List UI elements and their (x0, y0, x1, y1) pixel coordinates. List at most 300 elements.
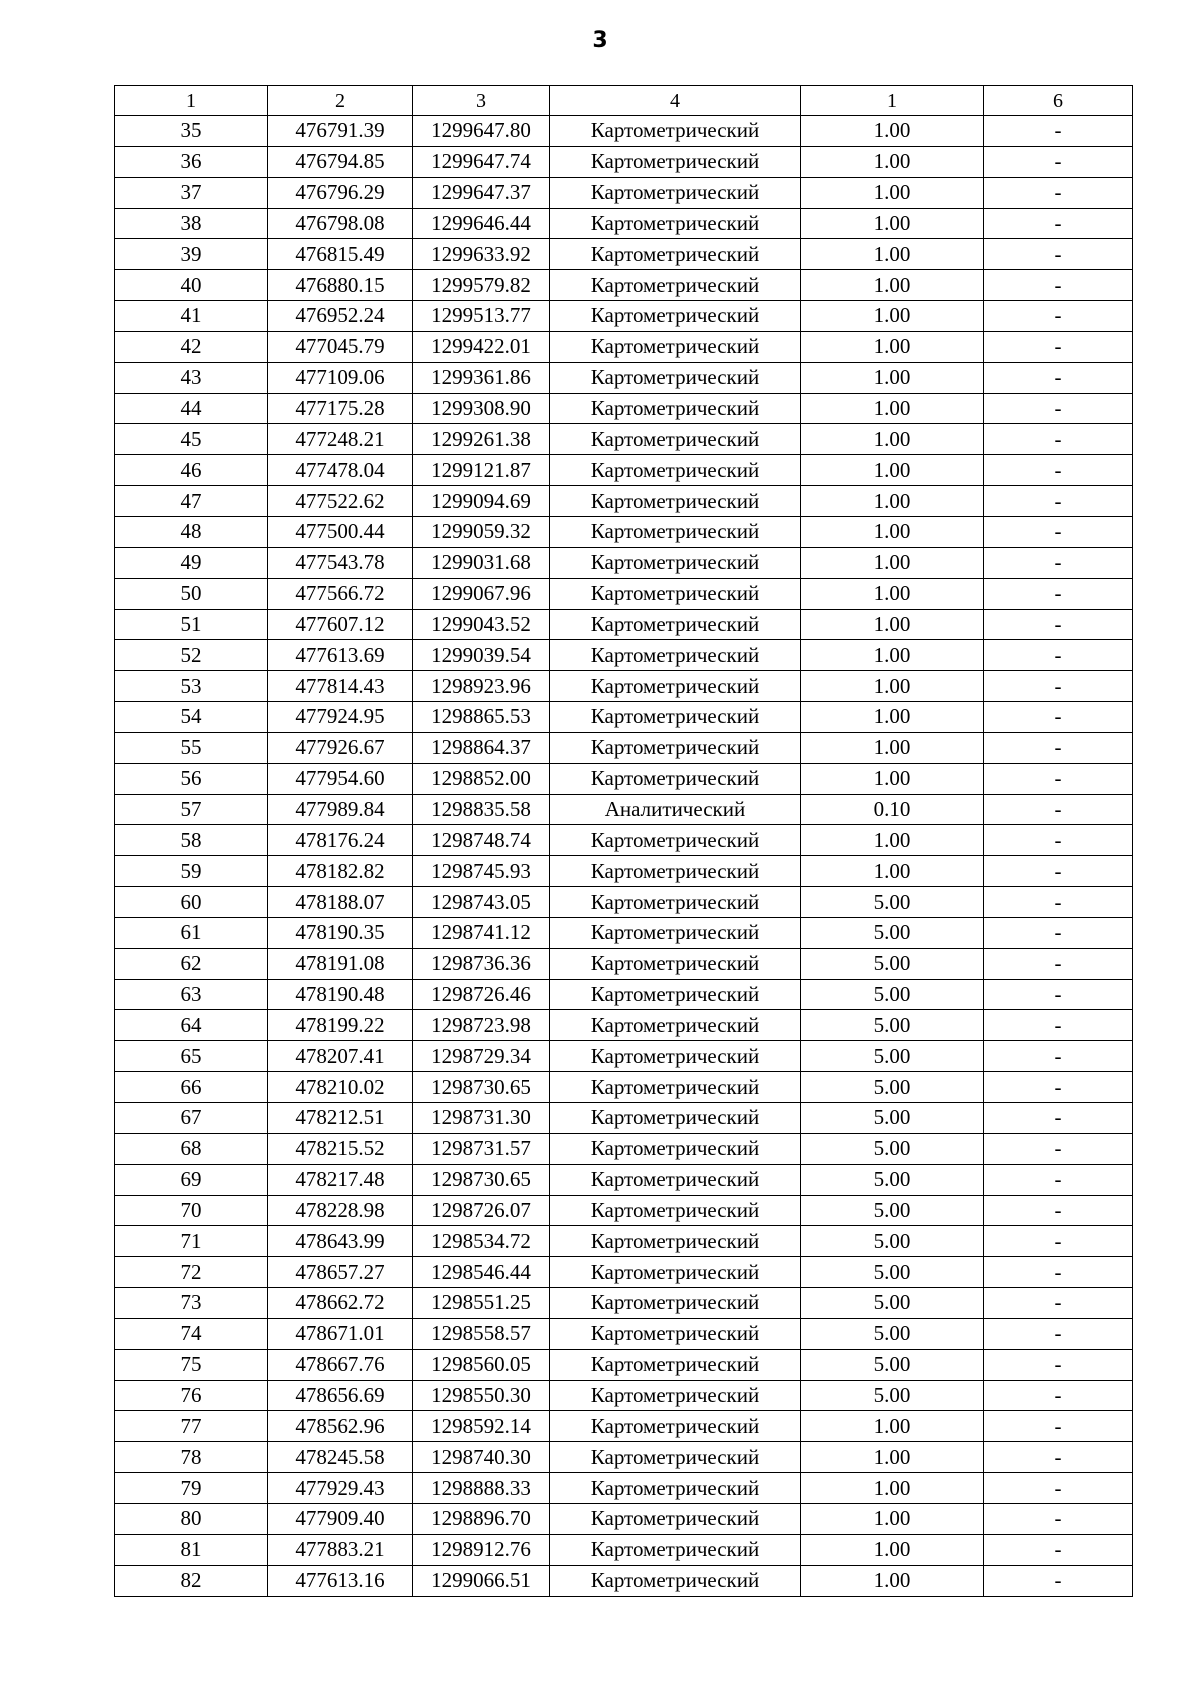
y-coordinate-cell: 1298740.30 (413, 1442, 550, 1473)
x-coordinate-cell: 477607.12 (268, 609, 413, 640)
method-cell: Аналитический (550, 794, 801, 825)
table-row (115, 177, 1133, 208)
x-coordinate-cell: 478190.48 (268, 979, 413, 1010)
header-cell: 4 (550, 86, 801, 116)
x-coordinate-cell: 478656.69 (268, 1380, 413, 1411)
accuracy-cell: 5.00 (801, 917, 984, 948)
description-cell: - (984, 455, 1133, 486)
x-coordinate-cell: 476794.85 (268, 146, 413, 177)
method-cell: Картометрический (550, 177, 801, 208)
x-coordinate-cell: 478176.24 (268, 825, 413, 856)
accuracy-cell: 1.00 (801, 208, 984, 239)
y-coordinate-cell: 1298923.96 (413, 671, 550, 702)
x-coordinate-cell: 477883.21 (268, 1534, 413, 1565)
method-cell: Картометрический (550, 948, 801, 979)
description-cell: - (984, 887, 1133, 918)
table-row (115, 1565, 1133, 1596)
description-cell: - (984, 270, 1133, 301)
description-cell: - (984, 331, 1133, 362)
description-cell: - (984, 1473, 1133, 1504)
method-cell: Картометрический (550, 1288, 801, 1319)
accuracy-cell: 1.00 (801, 177, 984, 208)
accuracy-cell: 1.00 (801, 640, 984, 671)
x-coordinate-cell: 477929.43 (268, 1473, 413, 1504)
description-cell: - (984, 1195, 1133, 1226)
table-row (115, 1133, 1133, 1164)
point-number-cell: 43 (115, 362, 268, 393)
x-coordinate-cell: 477814.43 (268, 671, 413, 702)
table-row (115, 331, 1133, 362)
description-cell: - (984, 1164, 1133, 1195)
point-number-cell: 59 (115, 856, 268, 887)
point-number-cell: 49 (115, 547, 268, 578)
method-cell: Картометрический (550, 208, 801, 239)
description-cell: - (984, 578, 1133, 609)
method-cell: Картометрический (550, 1195, 801, 1226)
x-coordinate-cell: 478657.27 (268, 1257, 413, 1288)
method-cell: Картометрический (550, 270, 801, 301)
point-number-cell: 74 (115, 1318, 268, 1349)
point-number-cell: 53 (115, 671, 268, 702)
accuracy-cell: 5.00 (801, 1072, 984, 1103)
header-cell: 1 (801, 86, 984, 116)
table-row (115, 1349, 1133, 1380)
x-coordinate-cell: 476791.39 (268, 116, 413, 147)
accuracy-cell: 5.00 (801, 1318, 984, 1349)
point-number-cell: 73 (115, 1288, 268, 1319)
accuracy-cell: 5.00 (801, 1349, 984, 1380)
point-number-cell: 72 (115, 1257, 268, 1288)
accuracy-cell: 1.00 (801, 1442, 984, 1473)
point-number-cell: 45 (115, 424, 268, 455)
description-cell: - (984, 1411, 1133, 1442)
table-row (115, 1411, 1133, 1442)
accuracy-cell: 1.00 (801, 393, 984, 424)
accuracy-cell: 1.00 (801, 270, 984, 301)
coordinates-table (114, 85, 1133, 1597)
method-cell: Картометрический (550, 393, 801, 424)
table-row (115, 1534, 1133, 1565)
accuracy-cell: 1.00 (801, 578, 984, 609)
y-coordinate-cell: 1298736.36 (413, 948, 550, 979)
accuracy-cell: 1.00 (801, 1503, 984, 1534)
y-coordinate-cell: 1299066.51 (413, 1565, 550, 1596)
y-coordinate-cell: 1298745.93 (413, 856, 550, 887)
x-coordinate-cell: 478245.58 (268, 1442, 413, 1473)
y-coordinate-cell: 1298748.74 (413, 825, 550, 856)
x-coordinate-cell: 478199.22 (268, 1010, 413, 1041)
x-coordinate-cell: 477522.62 (268, 486, 413, 517)
point-number-cell: 79 (115, 1473, 268, 1504)
description-cell: - (984, 301, 1133, 332)
description-cell: - (984, 1565, 1133, 1596)
description-cell: - (984, 516, 1133, 547)
table-row (115, 732, 1133, 763)
accuracy-cell: 1.00 (801, 424, 984, 455)
method-cell: Картометрический (550, 301, 801, 332)
table-row (115, 1288, 1133, 1319)
x-coordinate-cell: 477924.95 (268, 702, 413, 733)
accuracy-cell: 5.00 (801, 948, 984, 979)
method-cell: Картометрический (550, 1164, 801, 1195)
accuracy-cell: 5.00 (801, 1195, 984, 1226)
y-coordinate-cell: 1298726.46 (413, 979, 550, 1010)
x-coordinate-cell: 477566.72 (268, 578, 413, 609)
table-row (115, 825, 1133, 856)
table-row (115, 671, 1133, 702)
table-body (115, 116, 1133, 1597)
accuracy-cell: 1.00 (801, 547, 984, 578)
point-number-cell: 52 (115, 640, 268, 671)
description-cell: - (984, 1010, 1133, 1041)
method-cell: Картометрический (550, 486, 801, 517)
description-cell: - (984, 116, 1133, 147)
point-number-cell: 54 (115, 702, 268, 733)
point-number-cell: 62 (115, 948, 268, 979)
x-coordinate-cell: 478228.98 (268, 1195, 413, 1226)
x-coordinate-cell: 478562.96 (268, 1411, 413, 1442)
description-cell: - (984, 239, 1133, 270)
method-cell: Картометрический (550, 1226, 801, 1257)
x-coordinate-cell: 478662.72 (268, 1288, 413, 1319)
x-coordinate-cell: 478215.52 (268, 1133, 413, 1164)
x-coordinate-cell: 478207.41 (268, 1041, 413, 1072)
x-coordinate-cell: 478191.08 (268, 948, 413, 979)
table-row (115, 917, 1133, 948)
point-number-cell: 65 (115, 1041, 268, 1072)
accuracy-cell: 1.00 (801, 1473, 984, 1504)
table-header (115, 86, 1133, 116)
method-cell: Картометрический (550, 146, 801, 177)
y-coordinate-cell: 1299261.38 (413, 424, 550, 455)
table-row (115, 208, 1133, 239)
method-cell: Картометрический (550, 362, 801, 393)
x-coordinate-cell: 477954.60 (268, 763, 413, 794)
table-row (115, 609, 1133, 640)
table-row (115, 1226, 1133, 1257)
y-coordinate-cell: 1298730.65 (413, 1072, 550, 1103)
accuracy-cell: 1.00 (801, 856, 984, 887)
method-cell: Картометрический (550, 116, 801, 147)
table-row (115, 547, 1133, 578)
point-number-cell: 41 (115, 301, 268, 332)
description-cell: - (984, 671, 1133, 702)
description-cell: - (984, 1380, 1133, 1411)
y-coordinate-cell: 1298741.12 (413, 917, 550, 948)
y-coordinate-cell: 1299633.92 (413, 239, 550, 270)
y-coordinate-cell: 1298864.37 (413, 732, 550, 763)
y-coordinate-cell: 1298835.58 (413, 794, 550, 825)
x-coordinate-cell: 478210.02 (268, 1072, 413, 1103)
point-number-cell: 81 (115, 1534, 268, 1565)
accuracy-cell: 1.00 (801, 239, 984, 270)
method-cell: Картометрический (550, 1473, 801, 1504)
description-cell: - (984, 1257, 1133, 1288)
method-cell: Картометрический (550, 1133, 801, 1164)
point-number-cell: 71 (115, 1226, 268, 1257)
y-coordinate-cell: 1298743.05 (413, 887, 550, 918)
description-cell: - (984, 948, 1133, 979)
description-cell: - (984, 732, 1133, 763)
x-coordinate-cell: 478667.76 (268, 1349, 413, 1380)
x-coordinate-cell: 477248.21 (268, 424, 413, 455)
y-coordinate-cell: 1298896.70 (413, 1503, 550, 1534)
x-coordinate-cell: 476952.24 (268, 301, 413, 332)
method-cell: Картометрический (550, 609, 801, 640)
accuracy-cell: 1.00 (801, 825, 984, 856)
point-number-cell: 66 (115, 1072, 268, 1103)
y-coordinate-cell: 1298551.25 (413, 1288, 550, 1319)
y-coordinate-cell: 1298731.57 (413, 1133, 550, 1164)
point-number-cell: 75 (115, 1349, 268, 1380)
table-row (115, 763, 1133, 794)
description-cell: - (984, 1072, 1133, 1103)
accuracy-cell: 1.00 (801, 1565, 984, 1596)
accuracy-cell: 5.00 (801, 1010, 984, 1041)
accuracy-cell: 1.00 (801, 331, 984, 362)
header-cell: 3 (413, 86, 550, 116)
y-coordinate-cell: 1299646.44 (413, 208, 550, 239)
x-coordinate-cell: 477989.84 (268, 794, 413, 825)
y-coordinate-cell: 1299308.90 (413, 393, 550, 424)
table-row (115, 1318, 1133, 1349)
method-cell: Картометрический (550, 578, 801, 609)
table-row (115, 270, 1133, 301)
accuracy-cell: 1.00 (801, 763, 984, 794)
accuracy-cell: 5.00 (801, 1380, 984, 1411)
point-number-cell: 80 (115, 1503, 268, 1534)
accuracy-cell: 5.00 (801, 1103, 984, 1134)
table-row (115, 146, 1133, 177)
x-coordinate-cell: 478190.35 (268, 917, 413, 948)
method-cell: Картометрический (550, 1349, 801, 1380)
x-coordinate-cell: 477500.44 (268, 516, 413, 547)
method-cell: Картометрический (550, 547, 801, 578)
x-coordinate-cell: 477175.28 (268, 393, 413, 424)
point-number-cell: 70 (115, 1195, 268, 1226)
accuracy-cell: 1.00 (801, 1411, 984, 1442)
y-coordinate-cell: 1298558.57 (413, 1318, 550, 1349)
accuracy-cell: 5.00 (801, 1041, 984, 1072)
table-row (115, 424, 1133, 455)
accuracy-cell: 5.00 (801, 1133, 984, 1164)
method-cell: Картометрический (550, 702, 801, 733)
table-row (115, 948, 1133, 979)
table-row (115, 455, 1133, 486)
accuracy-cell: 1.00 (801, 702, 984, 733)
method-cell: Картометрический (550, 763, 801, 794)
header-row (115, 86, 1133, 116)
table-row (115, 1195, 1133, 1226)
y-coordinate-cell: 1298534.72 (413, 1226, 550, 1257)
y-coordinate-cell: 1299361.86 (413, 362, 550, 393)
description-cell: - (984, 1534, 1133, 1565)
table-row (115, 486, 1133, 517)
point-number-cell: 44 (115, 393, 268, 424)
y-coordinate-cell: 1299094.69 (413, 486, 550, 517)
y-coordinate-cell: 1298592.14 (413, 1411, 550, 1442)
y-coordinate-cell: 1298865.53 (413, 702, 550, 733)
method-cell: Картометрический (550, 1072, 801, 1103)
point-number-cell: 55 (115, 732, 268, 763)
x-coordinate-cell: 477543.78 (268, 547, 413, 578)
table-row (115, 362, 1133, 393)
point-number-cell: 47 (115, 486, 268, 517)
accuracy-cell: 5.00 (801, 1288, 984, 1319)
description-cell: - (984, 424, 1133, 455)
y-coordinate-cell: 1298852.00 (413, 763, 550, 794)
header-cell: 1 (115, 86, 268, 116)
header-cell: 2 (268, 86, 413, 116)
table-row (115, 1473, 1133, 1504)
method-cell: Картометрический (550, 979, 801, 1010)
table-row (115, 578, 1133, 609)
point-number-cell: 58 (115, 825, 268, 856)
description-cell: - (984, 917, 1133, 948)
point-number-cell: 61 (115, 917, 268, 948)
table-row (115, 1257, 1133, 1288)
description-cell: - (984, 702, 1133, 733)
point-number-cell: 37 (115, 177, 268, 208)
point-number-cell: 51 (115, 609, 268, 640)
description-cell: - (984, 1503, 1133, 1534)
table-row (115, 1010, 1133, 1041)
method-cell: Картометрический (550, 1380, 801, 1411)
y-coordinate-cell: 1298888.33 (413, 1473, 550, 1504)
point-number-cell: 35 (115, 116, 268, 147)
method-cell: Картометрический (550, 887, 801, 918)
description-cell: - (984, 146, 1133, 177)
accuracy-cell: 1.00 (801, 301, 984, 332)
accuracy-cell: 0.10 (801, 794, 984, 825)
method-cell: Картометрический (550, 1257, 801, 1288)
y-coordinate-cell: 1299647.37 (413, 177, 550, 208)
description-cell: - (984, 763, 1133, 794)
accuracy-cell: 5.00 (801, 1257, 984, 1288)
x-coordinate-cell: 477613.69 (268, 640, 413, 671)
x-coordinate-cell: 478188.07 (268, 887, 413, 918)
accuracy-cell: 1.00 (801, 362, 984, 393)
y-coordinate-cell: 1298731.30 (413, 1103, 550, 1134)
x-coordinate-cell: 478182.82 (268, 856, 413, 887)
y-coordinate-cell: 1298550.30 (413, 1380, 550, 1411)
point-number-cell: 60 (115, 887, 268, 918)
page-number: 3 (592, 28, 608, 53)
point-number-cell: 77 (115, 1411, 268, 1442)
accuracy-cell: 1.00 (801, 671, 984, 702)
x-coordinate-cell: 476815.49 (268, 239, 413, 270)
y-coordinate-cell: 1299579.82 (413, 270, 550, 301)
method-cell: Картометрический (550, 1534, 801, 1565)
accuracy-cell: 1.00 (801, 146, 984, 177)
x-coordinate-cell: 478212.51 (268, 1103, 413, 1134)
y-coordinate-cell: 1299031.68 (413, 547, 550, 578)
y-coordinate-cell: 1299059.32 (413, 516, 550, 547)
accuracy-cell: 5.00 (801, 887, 984, 918)
description-cell: - (984, 856, 1133, 887)
description-cell: - (984, 1041, 1133, 1072)
description-cell: - (984, 1103, 1133, 1134)
description-cell: - (984, 486, 1133, 517)
method-cell: Картометрический (550, 1503, 801, 1534)
point-number-cell: 56 (115, 763, 268, 794)
y-coordinate-cell: 1299039.54 (413, 640, 550, 671)
table-row (115, 794, 1133, 825)
description-cell: - (984, 1288, 1133, 1319)
x-coordinate-cell: 477045.79 (268, 331, 413, 362)
table-row (115, 301, 1133, 332)
method-cell: Картометрический (550, 1103, 801, 1134)
point-number-cell: 68 (115, 1133, 268, 1164)
description-cell: - (984, 825, 1133, 856)
point-number-cell: 69 (115, 1164, 268, 1195)
x-coordinate-cell: 478643.99 (268, 1226, 413, 1257)
method-cell: Картометрический (550, 917, 801, 948)
table-row (115, 116, 1133, 147)
point-number-cell: 48 (115, 516, 268, 547)
description-cell: - (984, 609, 1133, 640)
method-cell: Картометрический (550, 1442, 801, 1473)
point-number-cell: 82 (115, 1565, 268, 1596)
point-number-cell: 46 (115, 455, 268, 486)
table-row (115, 856, 1133, 887)
description-cell: - (984, 362, 1133, 393)
table-row (115, 1072, 1133, 1103)
point-number-cell: 38 (115, 208, 268, 239)
x-coordinate-cell: 477926.67 (268, 732, 413, 763)
point-number-cell: 63 (115, 979, 268, 1010)
accuracy-cell: 1.00 (801, 116, 984, 147)
accuracy-cell: 1.00 (801, 609, 984, 640)
table-row (115, 1164, 1133, 1195)
description-cell: - (984, 794, 1133, 825)
method-cell: Картометрический (550, 424, 801, 455)
y-coordinate-cell: 1299647.80 (413, 116, 550, 147)
header-cell: 6 (984, 86, 1133, 116)
point-number-cell: 78 (115, 1442, 268, 1473)
table-row (115, 702, 1133, 733)
y-coordinate-cell: 1298726.07 (413, 1195, 550, 1226)
method-cell: Картометрический (550, 455, 801, 486)
description-cell: - (984, 1318, 1133, 1349)
accuracy-cell: 5.00 (801, 1226, 984, 1257)
description-cell: - (984, 1226, 1133, 1257)
y-coordinate-cell: 1298546.44 (413, 1257, 550, 1288)
table-row (115, 979, 1133, 1010)
y-coordinate-cell: 1299067.96 (413, 578, 550, 609)
method-cell: Картометрический (550, 732, 801, 763)
method-cell: Картометрический (550, 1318, 801, 1349)
x-coordinate-cell: 476796.29 (268, 177, 413, 208)
description-cell: - (984, 1133, 1133, 1164)
point-number-cell: 67 (115, 1103, 268, 1134)
table-row (115, 640, 1133, 671)
table-row (115, 393, 1133, 424)
accuracy-cell: 1.00 (801, 486, 984, 517)
table-row (115, 1442, 1133, 1473)
accuracy-cell: 1.00 (801, 516, 984, 547)
method-cell: Картометрический (550, 1565, 801, 1596)
description-cell: - (984, 177, 1133, 208)
point-number-cell: 57 (115, 794, 268, 825)
x-coordinate-cell: 477613.16 (268, 1565, 413, 1596)
point-number-cell: 42 (115, 331, 268, 362)
point-number-cell: 64 (115, 1010, 268, 1041)
y-coordinate-cell: 1299043.52 (413, 609, 550, 640)
x-coordinate-cell: 476798.08 (268, 208, 413, 239)
description-cell: - (984, 208, 1133, 239)
description-cell: - (984, 393, 1133, 424)
